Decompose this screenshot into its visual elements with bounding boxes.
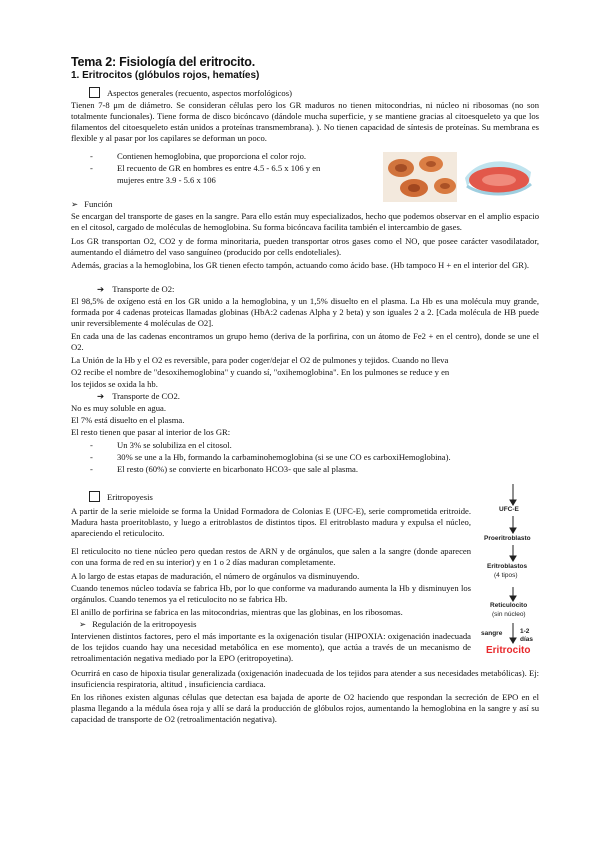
red-blood-cell-image <box>383 152 537 202</box>
diagram-label-no-nucleus: (sin núcleo) <box>492 611 526 618</box>
paragraph-function: Se encargan del transporte de gases en la sangre. Para ello están muy especializados, hecho que podemos observar en el amplio espacio en el citosol, cargado de moléculas de hemoglobina. Su forma bicóncava facilita también el intercambio de gases. <box>71 211 539 233</box>
checkbox-icon <box>89 491 100 502</box>
funcion-heading: ➢ Función <box>71 199 113 209</box>
checkbox-icon <box>89 87 100 98</box>
text-line: La Unión de la Hb y el O2 es reversible, para poder coger/dejar el O2 de pulmones y tejidos. Cuando no lleva <box>71 355 449 365</box>
diagram-label-types: (4 tipos) <box>494 572 518 579</box>
text-line: El 7% está disuelto en el plasma. <box>71 415 185 425</box>
list-item: - El resto (60%) se convierte en bicarbonato HCO3- que sale al plasma. <box>90 464 359 474</box>
page-title: Tema 2: Fisiología del eritrocito. <box>71 55 255 69</box>
paragraph-hypoxia: Ocurrirá en caso de hipoxia tisular generalizada (oxigenación inadecuada de los tejidos para atender a sus necesidades metabólicas). Ej: insuficiencia respiratoria, altitud , insuficiencia cardiaca. <box>71 668 539 690</box>
text-line: A lo largo de estas etapas de maduración, el número de orgánulos va disminuyendo. <box>71 571 360 581</box>
diagram-label-erythrocyte: Eritrocito <box>486 645 531 656</box>
text-line: El anillo de porfirina se fabrica en las mitocondrias, mientras que las globinas, en los ribosomas. <box>71 607 403 617</box>
text-line: No es muy soluble en agua. <box>71 403 166 413</box>
diagram-label-days-num: 1-2 <box>520 628 530 635</box>
text-line: El resto tienen que pasar al interior de los GR: <box>71 427 231 437</box>
diagram-label-days: días <box>520 636 534 643</box>
diagram-label-blood: sangre <box>481 630 503 637</box>
erythropoiesis-diagram <box>476 482 556 662</box>
paragraph-hb: Cuando tenemos núcleo todavía se fabrica Hb, por lo que conforme va madurando aumenta la Hb y disminuyen los orgánulos. Cuando tenemos ya el reticulocito no se fabrica Hb. <box>71 583 471 605</box>
section-heading: 1. Eritrocitos (glóbulos rojos, hematíes) <box>71 70 260 81</box>
diagram-label-reticulocyte: Reticulocito <box>490 602 528 609</box>
list-item-continuation: mujeres entre 3.9 - 5.6 x 106 <box>117 175 216 185</box>
paragraph-regulation: Intervienen distintos factores, pero el más importante es la oxigenación tisular (HIPOXIA: oxigenación inadecuada de los tejidos cuando hay una necesidad metabólica en ese momento), que actúa a través de un mecanismo de retroalimentación negativa mediado por la EPO (eritropoyetina). <box>71 631 471 664</box>
text-line: O2 recibe el nombre de "desoxihemoglobina" y cuando sí, "oxihemoglobina". En los pulmones se reduce y en <box>71 367 450 377</box>
paragraph-morphology: Tienen 7-8 μm de diámetro. Se consideran células pero los GR maduros no tienen mitocondrias, ni núcleo ni ribosomas (no son totalmente funcionales). Tiene forma de disco bicóncavo (dándole mucha superficie, y se mantiene gracias al citoesqueleto ya que los filamentos del citoesqueleto están unidos a proteínas transmembrana). ). No tienen capacidad de síntesis de proteínas. Su membrana es flexible y al pasar por los capilares se deforman un poco. <box>71 100 539 144</box>
paragraph-o2: El 98,5% de oxígeno está en los GR unido a la hemoglobina, y un 1,5% disuelto en el plasma. La Hb es una molécula muy grande, formada por 4 cadenas proteicas llamadas globinas (HbA:2 cadenas Alpha y 2 beta) y son iguales 2 a 2. [Cada molécula de HB puede unir reversiblemente 4 moléculas de O2]. <box>71 296 539 329</box>
paragraph-reticulocyte: El reticulocito no tiene núcleo pero quedan restos de ARN y de orgánulos, que salen a la sangre (donde aparecen con una forma de red en su interior) y en 1 o 2 días maduran completamente. <box>71 546 471 568</box>
paragraph-erythropoiesis: A partir de la serie mieloide se forma la Unidad Formadora de Colonias E (UFC-E), serie comprometida eritroide. Madura hasta proeritoblasto, y luego a eritroblastos de distintos tipos. El eritroblasto madura y expulsa el núcleo, apareciendo el reticulocito. <box>71 506 471 539</box>
aspects-heading: Aspectos generales (recuento, aspectos morfológicos) <box>89 87 292 99</box>
regulation-heading: ➢ Regulación de la eritropoyesis <box>79 619 197 629</box>
text-line: los tejidos se oxida la hb. <box>71 379 158 389</box>
list-item: - 30% se une a la Hb, formando la carbaminohemoglobina (si se une CO es carboxiHemoglobina). <box>90 452 451 462</box>
diagram-label-erythroblasts: Eritroblastos <box>487 563 528 570</box>
paragraph-gases: Los GR transportan O2, CO2 y de forma minoritaria, pueden transportar otros gases como el NO, que posee carácter vasodilatador, aumentando el diámetro del vaso sanguíneo (producido por cells endoteliales). <box>71 236 539 258</box>
paragraph-buffer: Además, gracias a la hemoglobina, los GR tienen efecto tampón, actuando como ácido base. (Hb tampoco H + en el interior del GR). <box>71 260 530 270</box>
list-item: - Contienen hemoglobina, que proporciona el color rojo. <box>90 151 307 161</box>
eritropoyesis-heading: Eritropoyesis <box>89 491 153 503</box>
o2-transport-heading: ➔ Transporte de O2: <box>97 284 175 294</box>
paragraph-kidneys: En los riñones existen algunas células que detectan esa bajada de aporte de O2 haciendo que respondan la secreción de EPO en el plasma llegando a la médula ósea roja y allí se dará la producción de glóbulos rojos, aumentando la hemoglobina en la sangre y así su capacidad de transporte de O2 (retroalimentación negativa). <box>71 692 539 725</box>
list-item: - Un 3% se solubiliza en el citosol. <box>90 440 232 450</box>
co2-transport-heading: ➔ Transporte de CO2. <box>97 391 180 401</box>
diagram-label-ufc: UFC-E <box>499 506 519 513</box>
list-item: - El recuento de GR en hombres es entre 4.5 - 6.5 x 106 y en <box>90 163 321 173</box>
paragraph-heme: En cada una de las cadenas encontramos un grupo hemo (deriva de la porfirina, con un átomo de Fe2 + en el centro), donde se une el O2. <box>71 331 539 353</box>
diagram-label-proerythroblast: Proeritroblasto <box>484 535 531 542</box>
